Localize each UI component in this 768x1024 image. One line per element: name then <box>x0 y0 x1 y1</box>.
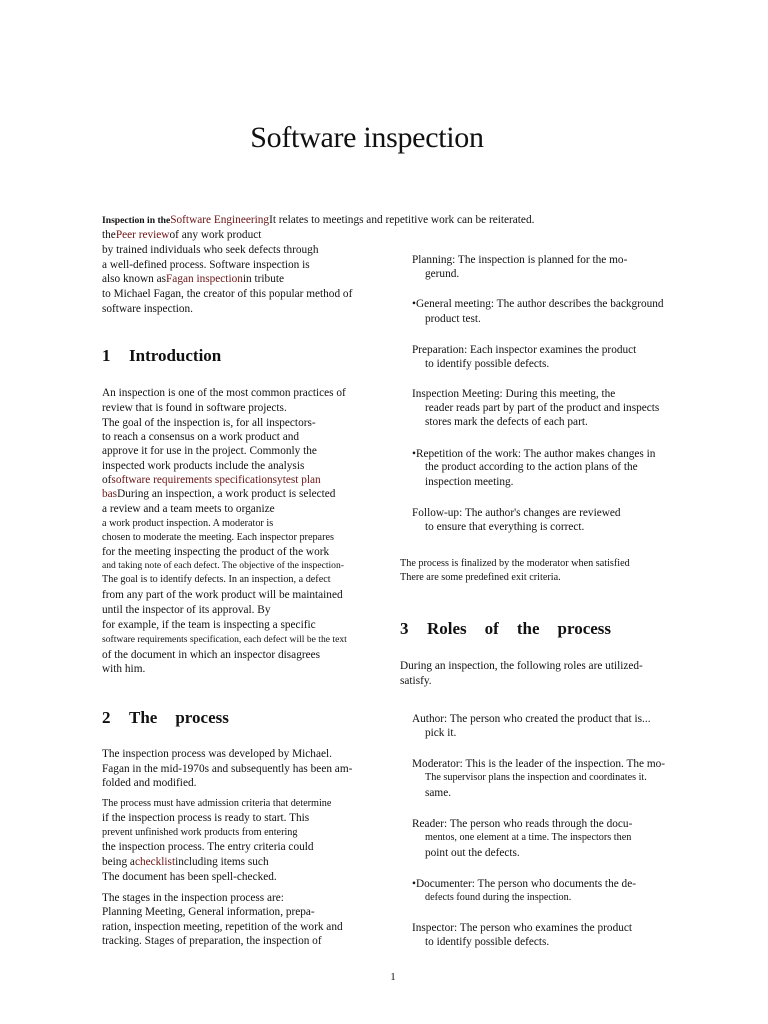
role-inspector-cont: to identify possible defects. <box>425 936 550 948</box>
stage-inspection-meeting-cont: stores mark the defects of each part. <box>425 416 588 428</box>
sec3-intro: During an inspection, the following roles are utilized- <box>400 660 643 672</box>
role-reader: Reader: The person who reads through the docu- <box>412 818 633 830</box>
role-moderator: Moderator: This is the leader of the inspection. The mo- <box>412 758 666 770</box>
sec2-line: ration, inspection meeting, repetition of the work and <box>102 921 343 933</box>
sec2-line: The process must have admission criteria that determine <box>102 798 332 809</box>
sec1-line: approve it for use in the project. Commonly the <box>102 445 317 457</box>
role-reader-cont: mentos, one element at a time. The inspectors then <box>425 832 632 843</box>
sec1-line: a work product inspection. A moderator is <box>102 518 274 529</box>
sec1-line: basDuring an inspection, a work product is selected <box>102 488 336 500</box>
role-author: Author: The person who created the product that is... <box>412 713 651 725</box>
sec2-line: the inspection process. The entry criteria could <box>102 841 314 853</box>
sec2-line: The inspection process was developed by Michael. <box>102 748 332 760</box>
role-moderator-cont: The supervisor plans the inspection and coordinates it. <box>425 772 647 783</box>
sec2-line: Planning Meeting, General information, prepa- <box>102 906 315 918</box>
link-checklist[interactable]: checklist <box>134 856 176 868</box>
role-reader-cont: point out the defects. <box>425 847 520 859</box>
stages-final-line: There are some predefined exit criteria. <box>400 572 561 583</box>
page-number: 1 <box>390 971 396 983</box>
stage-repetition-cont: the product according to the action plans of the <box>425 461 638 473</box>
sec2-line: prevent unfinished work products from entering <box>102 827 298 838</box>
stage-follow-up-cont: to ensure that everything is correct. <box>425 521 585 533</box>
intro-line-7: software inspection. <box>102 303 193 315</box>
sec1-line: for the meeting inspecting the product of the work <box>102 546 330 558</box>
section-2-heading: 2 The process <box>102 708 229 727</box>
stage-preparation: Preparation: Each inspector examines the product <box>412 344 637 356</box>
link-bas[interactable]: bas <box>102 488 118 500</box>
sec2-line: The stages in the inspection process are: <box>102 892 284 904</box>
sec1-line: The goal of the inspection is, for all inspectors- <box>102 417 316 429</box>
stage-general-meeting: •General meeting: The author describes the background <box>412 298 664 310</box>
stage-planning-cont: gerund. <box>425 268 460 280</box>
intro-line-3: by trained individuals who seek defects through <box>102 244 319 256</box>
sec1-line: software requirements specification, each defect will be the text <box>102 634 347 645</box>
role-documenter: •Documenter: The person who documents the de- <box>412 878 636 890</box>
stage-preparation-cont: to identify possible defects. <box>425 358 550 370</box>
sec1-line: of the document in which an inspector disagrees <box>102 649 321 661</box>
link-software-requirements[interactable]: software requirements specificationsytest plan <box>111 474 321 486</box>
sec1-line: inspected work products include the analysis <box>102 460 305 472</box>
stages-final-line: The process is finalized by the moderator when satisfied <box>400 558 630 569</box>
intro-line-5: also known asFagan inspectionin tribute <box>102 273 284 285</box>
sec1-line: chosen to moderate the meeting. Each inspector prepares <box>102 532 334 543</box>
section-3-heading: 3 Roles of the process <box>400 619 612 638</box>
intro-line-1: Inspection in theSoftware EngineeringIt relates to meetings and repetitive work can be reiterated. <box>102 214 535 226</box>
role-documenter-cont: defects found during the inspection. <box>425 892 572 903</box>
document-title: Software inspection <box>250 121 484 154</box>
link-software-engineering[interactable]: Software Engineering <box>170 214 270 226</box>
sec1-line: until the inspector of its approval. By <box>102 604 271 616</box>
intro-line-6: to Michael Fagan, the creator of this popular method of <box>102 288 353 300</box>
section-1-heading: 1 Introduction <box>102 346 222 365</box>
stage-inspection-meeting: Inspection Meeting: During this meeting, the <box>412 388 616 400</box>
stage-general-meeting-cont: product test. <box>425 313 481 325</box>
sec3-intro: satisfy. <box>400 675 432 687</box>
sec1-line: a review and a team meets to organize <box>102 503 275 515</box>
stage-repetition-cont: inspection meeting. <box>425 476 514 488</box>
sec1-line: An inspection is one of the most common practices of <box>102 387 346 399</box>
sec2-line: if the inspection process is ready to start. This <box>102 812 310 824</box>
sec2-line: being achecklistincluding items such <box>102 856 269 868</box>
sec1-line: ofsoftware requirements specificationsytest plan <box>102 474 321 486</box>
sec2-line: folded and modified. <box>102 777 197 789</box>
sec1-line: to reach a consensus on a work product and <box>102 431 300 443</box>
role-moderator-cont: same. <box>425 787 452 799</box>
stage-planning: Planning: The inspection is planned for the mo- <box>412 254 628 266</box>
sec2-line: The document has been spell-checked. <box>102 871 277 883</box>
link-peer-review[interactable]: Peer review <box>115 229 170 241</box>
stage-inspection-meeting-cont: reader reads part by part of the product and inspects <box>425 402 660 414</box>
sec1-line: The goal is to identify defects. In an inspection, a defect <box>102 574 331 585</box>
intro-line-4: a well-defined process. Software inspection is <box>102 259 310 271</box>
sec1-line: for example, if the team is inspecting a specific <box>102 619 316 631</box>
sec2-line: Fagan in the mid-1970s and subsequently has been am- <box>102 763 353 775</box>
sec2-line: tracking. Stages of preparation, the inspection of <box>102 935 322 947</box>
role-author-cont: pick it. <box>425 727 457 739</box>
sec1-line: with him. <box>102 663 146 675</box>
stage-follow-up: Follow-up: The author's changes are reviewed <box>412 507 621 519</box>
sec1-line: and taking note of each defect. The objective of the inspection- <box>102 560 344 571</box>
sec1-line: from any part of the work product will be maintained <box>102 589 343 601</box>
stage-repetition: •Repetition of the work: The author makes changes in <box>412 448 656 460</box>
role-inspector: Inspector: The person who examines the product <box>412 922 633 934</box>
sec1-line: review that is found in software projects. <box>102 402 287 414</box>
link-fagan-inspection[interactable]: Fagan inspection <box>166 273 243 285</box>
intro-line-2: thePeer reviewof any work product <box>102 229 262 241</box>
